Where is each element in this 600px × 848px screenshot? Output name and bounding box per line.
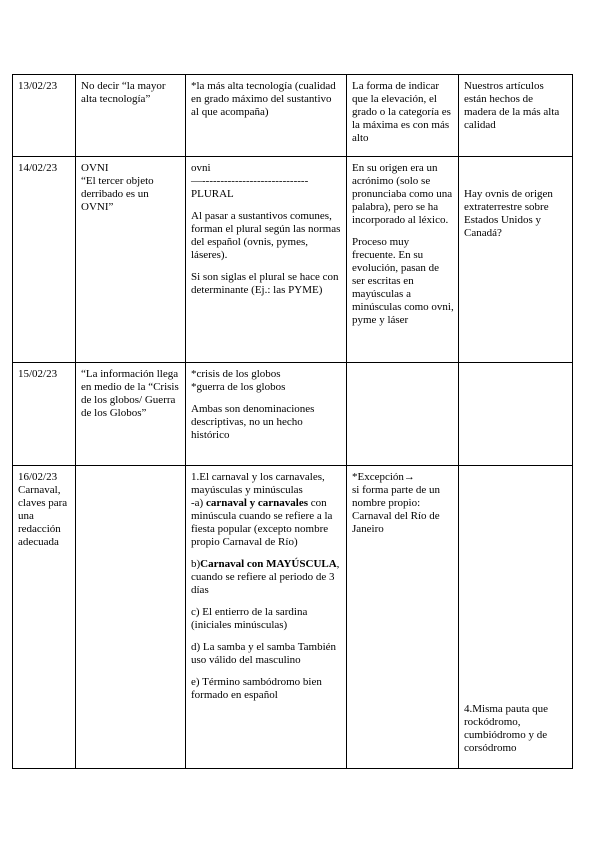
explanation-item-d: d) La samba y el samba También uso válido del masculino (191, 641, 337, 666)
example-cell (459, 157, 573, 363)
item-a-prefix: -a) (191, 497, 206, 509)
term-cell (76, 157, 186, 363)
explanation-line: *guerra de los globos (191, 381, 286, 393)
term-cell (76, 75, 186, 157)
date-cell (13, 466, 76, 769)
meaning-paragraph: Proceso muy frecuente. En su evolución, pasan de ser escritas en mayúsculas a minúsculas como ovni, pyme y láser (352, 236, 454, 326)
date-text: 13/02/23 (18, 80, 58, 92)
explanation-text: *la más alta tecnología (cualidad en grado máximo del sustantivo al que acompaña) (191, 80, 336, 118)
explanation-intro: 1.El carnaval y los carnavales, mayúsculas y minúsculas (191, 471, 325, 496)
date-text: 15/02/23 (18, 368, 58, 380)
explanation-cell (186, 157, 347, 363)
meaning-exception: *Excepción→ (352, 471, 415, 483)
term-cell (76, 466, 186, 769)
item-b-bold: Carnaval con MAYÚSCULA (200, 558, 337, 570)
example-cell (459, 363, 573, 466)
meaning-cell (347, 466, 459, 769)
explanation-heading: PLURAL (191, 188, 234, 200)
explanation-divider: —----------------------------- (191, 175, 309, 187)
item-b-prefix: b) (191, 558, 201, 570)
meaning-cell (347, 75, 459, 157)
meaning-text: si forma parte de un nombre propio: Carnaval del Río de Janeiro (352, 484, 440, 535)
item-b-text: , cuando se refiere al periodo de 3 días (191, 558, 340, 596)
example-text: 4.Misma pauta que rockódromo, cumbiódromo y de corsódromo (464, 703, 549, 754)
explanation-item-e: e) Término sambódromo bien formado en español (191, 676, 322, 701)
item-a-text: con minúscula cuando se refiere a la fiesta popular (excepto nombre propio Carnaval de Río) (191, 497, 333, 548)
explanation-paragraph: Al pasar a sustantivos comunes, forman el plural según las normas del español (ovnis, pymes, láseres). (191, 210, 341, 261)
date-note: Carnaval, claves para una redacción adecuada (18, 484, 68, 548)
explanation-item-a (191, 497, 342, 549)
date-cell (13, 157, 76, 363)
explanation-item-c: c) El entierro de la sardina (iniciales minúsculas) (191, 606, 308, 631)
table-row (13, 157, 573, 363)
date-cell (13, 75, 76, 157)
example-cell (459, 75, 573, 157)
explanation-paragraph: Si son siglas el plural se hace con determinante (Ej.: las PYME) (191, 271, 339, 296)
term-cell (76, 363, 186, 466)
table-row (13, 363, 573, 466)
explanation-cell (186, 466, 347, 769)
meaning-paragraph: En su origen era un acrónimo (solo se pronunciaba como una palabra), pero se ha incorporado al léxico. (352, 162, 453, 226)
meaning-text: La forma de indicar que la elevación, el grado o la categoría es la máxima es con más alto (352, 80, 451, 144)
example-text: Hay ovnis de origen extraterrestre sobre Estados Unidos y Canadá? (464, 188, 553, 239)
notes-table (12, 74, 573, 769)
item-a-bold: carnaval y carnavales (205, 497, 309, 509)
explanation-line: *crisis de los globos (191, 368, 281, 380)
example-cell (459, 466, 573, 769)
term-example: “El tercer objeto derribado es un OVNI” (81, 175, 154, 213)
table-row (13, 466, 573, 769)
example-text: Nuestros artículos están hechos de madera de la más alta calidad (464, 80, 560, 131)
date-text: 16/02/23 (18, 471, 58, 483)
term-heading: OVNI (81, 162, 109, 174)
meaning-cell (347, 157, 459, 363)
term-text: No decir “la mayor alta tecnología” (81, 80, 166, 105)
explanation-cell (186, 75, 347, 157)
term-text: “La información llega en medio de la “Crisis de los globos/ Guerra de los Globos” (81, 368, 179, 419)
date-cell (13, 363, 76, 466)
explanation-word: ovni (191, 162, 211, 174)
explanation-item-b (191, 558, 342, 597)
meaning-cell (347, 363, 459, 466)
explanation-cell (186, 363, 347, 466)
table-row (13, 75, 573, 157)
date-text: 14/02/23 (18, 162, 58, 174)
explanation-paragraph: Ambas son denominaciones descriptivas, no un hecho histórico (191, 403, 315, 441)
